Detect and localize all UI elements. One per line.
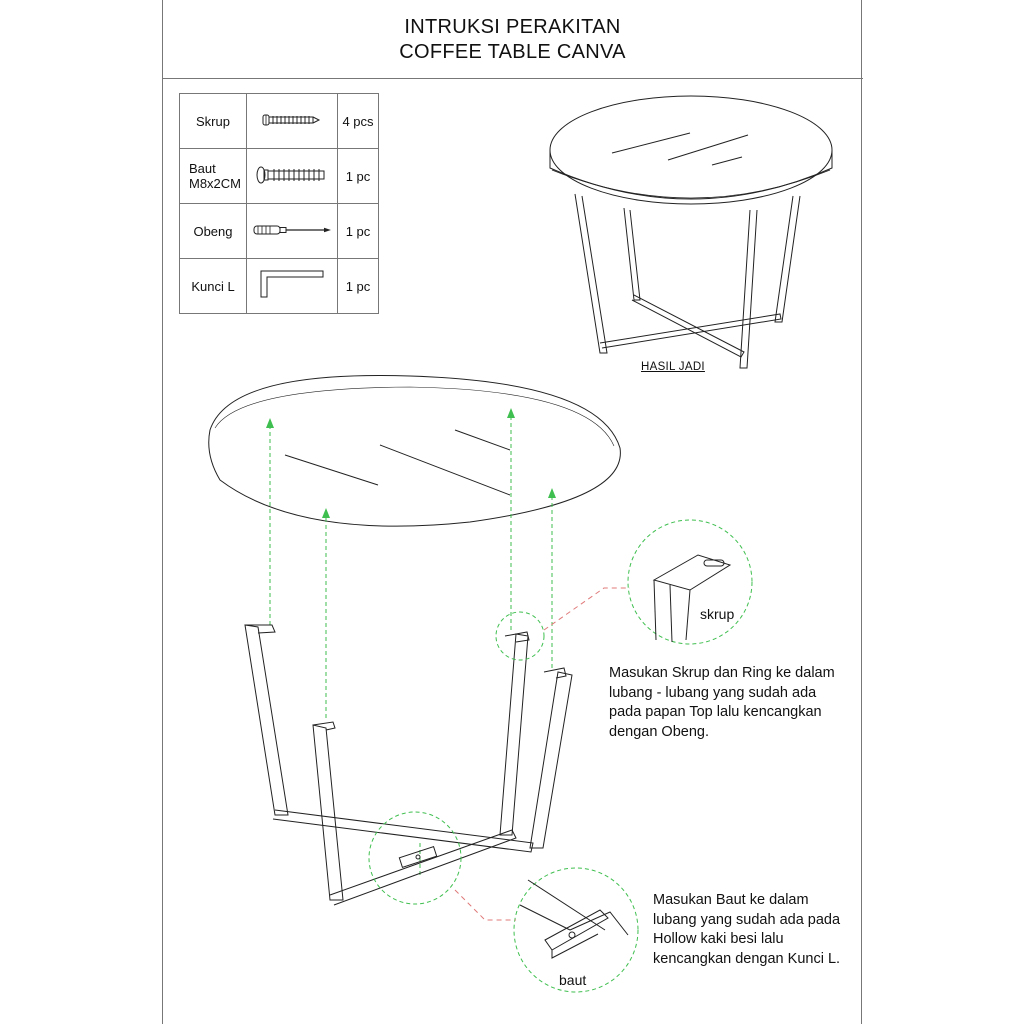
part-qty: 1 pc (338, 259, 379, 314)
bolt-detail-illustration (520, 880, 628, 958)
screw-detail-illustration (654, 555, 730, 642)
part-name-line-2: M8x2CM (189, 176, 242, 191)
guide-arrows (270, 412, 552, 875)
detail-bolt-label: baut (559, 972, 587, 988)
part-name: Skrup (180, 94, 247, 149)
detail-screw-label: skrup (700, 606, 735, 622)
part-name: Kunci L (180, 259, 247, 314)
part-qty: 1 pc (338, 149, 379, 204)
result-label: HASIL JADI (641, 361, 705, 373)
finished-table-illustration (550, 96, 832, 368)
part-qty: 4 pcs (338, 94, 379, 149)
title-line-1: INTRUKSI PERAKITAN (404, 16, 621, 38)
metal-base-frame (245, 625, 572, 905)
part-qty: 1 pc (338, 204, 379, 259)
part-name: Obeng (180, 204, 247, 259)
callout-leaders (455, 588, 630, 920)
title-line-2: COFFEE TABLE CANVA (399, 41, 626, 63)
part-name-line-1: Baut (189, 161, 216, 176)
step-bolt-instruction: Masukan Baut ke dalam lubang yang sudah ada pada Hollow kaki besi lalu kencangkan dengan Kunci L. (653, 892, 841, 967)
step-screw-instruction: Masukan Skrup dan Ring ke dalam lubang - lubang yang sudah ada pada papan Top lalu kencangkan dengan Obeng. (609, 665, 835, 740)
